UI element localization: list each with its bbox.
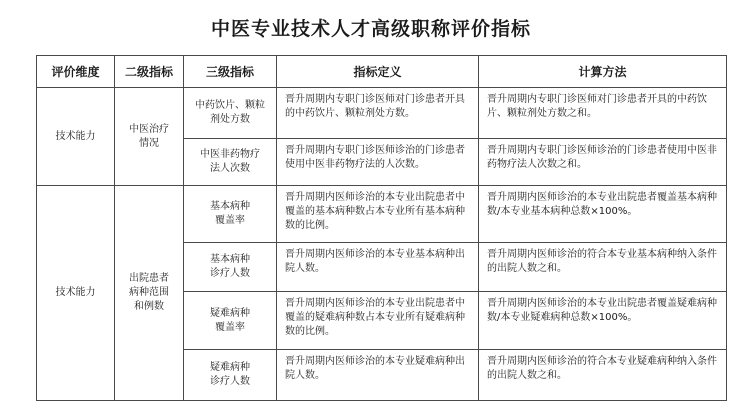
header-tertiary: 三级指标 [184,56,277,88]
tertiary-cell: 中药饮片、颗粒剂处方数 [184,88,277,139]
definition-cell: 晋升周期内医师诊治的本专业基本病种出院人数。 [277,243,479,292]
definition-cell: 晋升周期内专职门诊医师对门诊患者开具的中药饮片、颗粒剂处方数。 [277,88,479,139]
table-row [37,88,727,139]
dimension-cell: 技术能力 [37,186,115,401]
method-cell: 晋升周期内专职门诊医师诊治的门诊患者使用中医非药物疗法人次数之和。 [479,139,727,186]
header-definition: 指标定义 [277,56,479,88]
definition-cell: 晋升周期内专职门诊医师诊治的门诊患者使用中医非药物疗法的人次数。 [277,139,479,186]
header-secondary: 二级指标 [115,56,184,88]
table-row [37,186,727,243]
indicator-table [36,55,727,401]
definition-cell: 晋升周期内医师诊治的本专业出院患者中覆盖的基本病种数占本专业所有基本病种数的比例。 [277,186,479,243]
method-cell: 晋升周期内医师诊治的符合本专业基本病种纳入条件的出院人数之和。 [479,243,727,292]
tertiary-cell: 基本病种诊疗人数 [184,243,277,292]
tertiary-cell: 疑难病种覆盖率 [184,292,277,350]
secondary-cell: 中医治疗情况 [115,88,184,186]
method-cell: 晋升周期内医师诊治的符合本专业疑难病种纳入条件的出院人数之和。 [479,350,727,401]
document-title: 中医专业技术人才高级职称评价指标 [210,18,531,40]
dimension-cell: 技术能力 [37,88,115,186]
definition-cell: 晋升周期内医师诊治的本专业疑难病种出院人数。 [277,350,479,401]
header-method: 计算方法 [479,56,727,88]
tertiary-cell: 疑难病种诊疗人数 [184,350,277,401]
method-cell: 晋升周期内专职门诊医师对门诊患者开具的中药饮片、颗粒剂处方数之和。 [479,88,727,139]
secondary-cell: 出院患者病种范围和例数 [115,186,184,401]
table-header-row [37,56,727,88]
header-dimension: 评价维度 [37,56,115,88]
tertiary-cell: 中医非药物疗法人次数 [184,139,277,186]
tertiary-cell: 基本病种覆盖率 [184,186,277,243]
method-cell: 晋升周期内医师诊治的本专业出院患者覆盖疑难病种数/本专业疑难病种总数×100%。 [479,292,727,350]
method-cell: 晋升周期内医师诊治的本专业出院患者覆盖基本病种数/本专业基本病种总数×100%。 [479,186,727,243]
definition-cell: 晋升周期内医师诊治的本专业出院患者中覆盖的疑难病种数占本专业所有疑难病种数的比例。 [277,292,479,350]
